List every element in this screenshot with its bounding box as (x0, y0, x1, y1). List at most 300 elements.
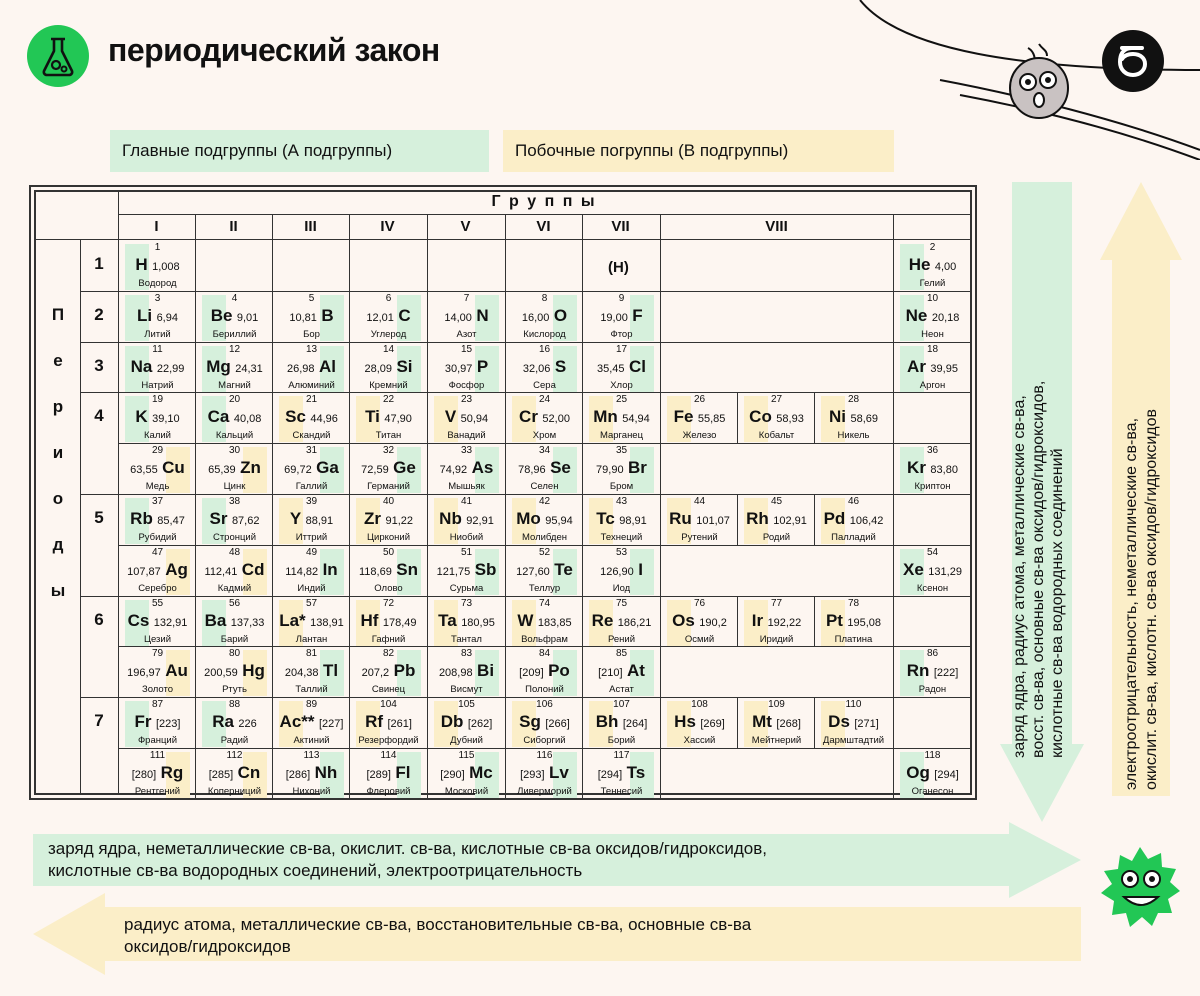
period-number: 6 (94, 609, 104, 629)
atomic-mass: 186,21 (617, 616, 652, 629)
atomic-mass: 52,00 (542, 413, 570, 426)
symbol-line (894, 306, 971, 328)
atomic-mass: 101,07 (696, 515, 730, 527)
element-cell (583, 698, 660, 749)
atomic-number: 4 (231, 292, 238, 304)
symbol-line (506, 560, 583, 582)
atomic-mass: 39,95 (930, 362, 958, 375)
period-number: 2 (94, 304, 104, 324)
symbol-line (119, 357, 196, 379)
element-cell (583, 343, 660, 394)
element-name: Цезий (143, 633, 172, 645)
element-name: Иттрий (295, 532, 328, 543)
period-letter: о (52, 489, 64, 508)
element-name: Астат (609, 684, 634, 696)
symbol-line (350, 357, 427, 379)
symbol-line (273, 509, 350, 531)
symbol-line (894, 255, 971, 277)
atomic-number: 17 (615, 343, 628, 355)
atomic-mass: 24,31 (235, 362, 263, 375)
atomic-number: 73 (460, 597, 473, 609)
symbol-line (273, 560, 350, 582)
atomic-mass: [289] (366, 769, 391, 781)
element-cell (583, 546, 660, 597)
atomic-number: 14 (382, 343, 395, 355)
symbol-line (350, 509, 427, 531)
atomic-number: 80 (228, 648, 241, 660)
element-name: Иридий (759, 633, 794, 645)
symbol-line (506, 611, 583, 633)
element-symbol: Ta (438, 610, 457, 630)
symbol-line (428, 661, 505, 683)
element-symbol: Rn (906, 661, 930, 681)
symbol-line (583, 611, 660, 633)
element-cell (428, 292, 505, 343)
element-cell (894, 546, 971, 597)
element-name: Ксенон (916, 582, 949, 594)
atomic-number: 106 (536, 699, 553, 711)
element-name: Нихоний (292, 786, 331, 797)
element-name: Индий (297, 582, 326, 594)
period-number: 1 (94, 254, 104, 273)
atomic-mass: 10,81 (289, 311, 317, 324)
period-letter: ы (50, 581, 66, 600)
symbol-line (506, 763, 583, 785)
symbol-line (894, 560, 971, 582)
symbol-line (119, 458, 196, 480)
element-cell (583, 597, 660, 648)
grid-line (893, 596, 894, 647)
element-cell (428, 647, 505, 698)
element-cell (428, 495, 505, 546)
element-symbol: Pd (823, 509, 846, 528)
mascot-face-icon (1006, 42, 1072, 120)
element-symbol: P (476, 356, 489, 376)
atomic-mass: 9,01 (236, 311, 259, 324)
symbol-line (506, 458, 583, 480)
element-symbol: Ds (828, 712, 850, 732)
atomic-mass: 50,94 (460, 413, 489, 426)
element-symbol: Ts (626, 763, 646, 782)
element-symbol: Ca (207, 407, 230, 427)
element-cell (119, 393, 196, 444)
element-name: Иод (612, 582, 631, 594)
symbol-line (815, 407, 892, 429)
element-symbol: Hs (674, 712, 696, 732)
element-cell (506, 292, 583, 343)
element-symbol: Ra (212, 712, 234, 732)
element-symbol: Mo (516, 509, 541, 528)
element-name: Молибден (521, 532, 568, 543)
atomic-mass: 192,22 (767, 616, 802, 629)
element-cell (273, 292, 350, 343)
element-cell (196, 698, 273, 749)
atomic-number: 44 (693, 496, 706, 507)
element-cell (583, 393, 660, 444)
symbol-line (119, 611, 196, 633)
element-symbol: Og (906, 763, 930, 782)
element-symbol: Hf (360, 610, 379, 630)
symbol-line (119, 306, 196, 328)
atomic-mass: 92,91 (466, 515, 494, 527)
atomic-number: 113 (303, 750, 320, 761)
element-cell (428, 546, 505, 597)
element-cell (506, 647, 583, 698)
atomic-number: 76 (693, 597, 706, 609)
grid-line (427, 240, 428, 291)
atomic-number: 33 (460, 445, 473, 457)
atomic-mass: 78,96 (518, 464, 546, 477)
symbol-line (273, 763, 350, 785)
atomic-mass: 131,29 (928, 565, 962, 578)
element-cell (350, 546, 427, 597)
atomic-mass: 112,41 (204, 565, 238, 578)
symbol-line (428, 306, 505, 328)
element-cell (196, 495, 273, 546)
element-name: Платина (834, 633, 873, 645)
element-name: Тантал (451, 633, 482, 645)
symbol-line (350, 306, 427, 328)
element-name: Фосфор (448, 379, 485, 391)
atomic-number: 13 (305, 343, 318, 355)
atomic-mass: 138,91 (310, 616, 344, 629)
element-name: Сурьма (449, 582, 484, 594)
atomic-number: 23 (460, 394, 473, 406)
symbol-line (583, 407, 660, 429)
element-symbol: Hg (242, 661, 265, 681)
arrow-up-line-2: окислит. св-ва, кислотн. св-ва оксидов/гидроксидов (1143, 409, 1160, 790)
element-name: Мышьяк (448, 481, 485, 493)
atomic-mass: 55,85 (697, 413, 726, 426)
symbol-line (196, 560, 273, 582)
element-name: Гафний (371, 633, 406, 645)
element-name: Бром (609, 481, 634, 493)
element-name: Скандий (292, 430, 331, 442)
atomic-number: 79 (151, 648, 164, 660)
element-symbol: Rg (160, 763, 184, 782)
atomic-number: 56 (228, 597, 241, 609)
arrow-right-line-2: кислотные св-ва водородных соединений, электроотрицательность (48, 861, 583, 880)
element-symbol: He (908, 255, 931, 274)
element-symbol: Rb (130, 509, 153, 528)
element-symbol: Mn (593, 407, 618, 427)
atomic-number: 25 (615, 394, 628, 406)
symbol-line (350, 763, 427, 785)
atomic-mass: [262] (467, 718, 493, 731)
element-cell (196, 647, 273, 698)
element-cell (894, 241, 971, 292)
element-name: Вольфрам (521, 633, 568, 645)
grid-line (660, 240, 661, 291)
atomic-number: 108 (691, 699, 708, 711)
element-symbol: Mc (469, 763, 493, 782)
symbol-line (506, 509, 583, 531)
group-header: VII (611, 218, 630, 235)
atomic-number: 104 (380, 699, 397, 711)
element-symbol: Ba (204, 610, 227, 630)
element-symbol: Nb (439, 509, 462, 528)
atomic-mass: 65,39 (208, 464, 236, 477)
atomic-number: 16 (538, 343, 551, 355)
atomic-mass: 114,82 (285, 565, 319, 578)
element-symbol: Pb (393, 661, 416, 681)
symbol-line (273, 306, 350, 328)
symbol-line (273, 458, 350, 480)
symbol-line (506, 407, 583, 429)
element-cell (583, 749, 660, 800)
atomic-number: 45 (770, 496, 783, 507)
atomic-mass: 118,69 (358, 565, 392, 578)
atomic-number: 5 (308, 292, 315, 304)
atomic-number: 8 (541, 292, 548, 304)
atomic-mass: 54,94 (622, 413, 650, 426)
element-cell (350, 749, 427, 800)
element-name: Палладий (831, 532, 876, 543)
atomic-mass: [261] (387, 718, 412, 731)
element-cell (661, 698, 738, 749)
element-symbol: Na (130, 356, 153, 376)
symbol-line (583, 560, 660, 582)
element-symbol: Mt (752, 712, 772, 732)
element-cell (506, 393, 583, 444)
element-symbol: Zr (364, 509, 381, 528)
atomic-number: 72 (382, 597, 395, 609)
atomic-number: 30 (228, 445, 241, 457)
atomic-number: 89 (305, 699, 318, 711)
element-symbol: Zn (240, 458, 261, 478)
element-name: Германий (367, 481, 410, 493)
atomic-number: 111 (149, 750, 166, 761)
element-cell (196, 292, 273, 343)
element-symbol: Co (749, 407, 772, 427)
element-cell (196, 444, 273, 495)
element-symbol: Mg (206, 356, 231, 376)
element-name: Олово (374, 582, 403, 594)
symbol-line (196, 357, 273, 379)
atomic-mass: 87,62 (231, 515, 260, 527)
grid-line (660, 291, 661, 342)
atomic-mass: [286] (285, 769, 311, 781)
period-letter: д (52, 535, 64, 554)
atomic-mass: 102,91 (773, 515, 807, 527)
atomic-mass: 69,72 (284, 464, 312, 477)
atomic-number: 112 (226, 750, 243, 761)
element-cell (661, 597, 738, 648)
atomic-mass: 40,08 (233, 413, 262, 426)
element-symbol: Al (318, 356, 336, 376)
page-title: периодический закон (108, 32, 440, 68)
symbol-line (273, 611, 350, 633)
element-cell (661, 495, 738, 546)
element-symbol: F (632, 305, 643, 325)
symbol-line (196, 509, 273, 531)
atomic-number: 40 (382, 496, 395, 507)
element-name: Ливерморий (517, 786, 572, 797)
atomic-number: 107 (613, 699, 630, 711)
element-symbol: Bh (595, 712, 619, 732)
atomic-number: 18 (926, 343, 939, 355)
element-symbol: Sr (209, 509, 228, 528)
atomic-number: 42 (538, 496, 551, 507)
element-symbol: Ni (829, 407, 846, 427)
atomic-number: 53 (615, 546, 628, 558)
element-name: Неон (921, 328, 944, 340)
element-cell (350, 393, 427, 444)
element-name: Московий (444, 786, 489, 797)
element-cell (815, 495, 892, 546)
atomic-mass: 12,01 (366, 311, 394, 324)
symbol-line (894, 661, 971, 683)
group-header: III (304, 218, 317, 235)
symbol-line (350, 407, 427, 429)
atomic-number: 2 (929, 242, 936, 253)
element-cell (506, 343, 583, 394)
atomic-mass: 16,00 (521, 311, 550, 324)
element-name: Дубний (450, 735, 483, 747)
atomic-mass: 39,10 (152, 413, 180, 426)
element-cell (119, 749, 196, 800)
element-name: Магний (218, 379, 251, 391)
grid-line (893, 697, 894, 748)
brand-logo-icon (1102, 30, 1164, 92)
atomic-number: 114 (380, 750, 397, 761)
element-cell (273, 393, 350, 444)
element-cell (119, 292, 196, 343)
element-cell (119, 597, 196, 648)
element-cell (273, 495, 350, 546)
element-cell (350, 647, 427, 698)
atomic-number: 20 (228, 394, 241, 406)
element-symbol: Rf (365, 712, 384, 732)
symbol-line (428, 763, 505, 785)
atomic-mass: 196,97 (127, 667, 161, 680)
symbol-line (661, 712, 738, 734)
element-name: Кальций (215, 430, 254, 442)
element-symbol: Db (440, 712, 464, 732)
atomic-mass: 4,00 (934, 261, 957, 273)
atomic-number: 81 (305, 648, 318, 660)
symbol-line (273, 661, 350, 683)
element-cell (273, 343, 350, 394)
atomic-number: 41 (460, 496, 473, 507)
element-name: Натрий (141, 379, 174, 391)
element-cell (894, 647, 971, 698)
atomic-mass: 47,90 (384, 413, 412, 426)
symbol-line (661, 407, 738, 429)
element-cell (119, 647, 196, 698)
atomic-mass: [264] (622, 718, 648, 731)
element-cell (506, 749, 583, 800)
symbol-line (894, 357, 971, 379)
symbol-line (815, 712, 892, 734)
atomic-mass: 107,87 (127, 565, 161, 578)
element-name: Таллий (295, 684, 328, 696)
atomic-mass: 190,2 (699, 616, 727, 629)
symbol-line (119, 712, 196, 734)
element-symbol: Os (672, 610, 695, 630)
element-name: Марганец (599, 430, 644, 442)
element-symbol: Fe (673, 407, 694, 427)
element-symbol: V (444, 407, 457, 427)
element-name: Флеровий (366, 786, 411, 797)
atomic-mass: 91,22 (385, 515, 413, 527)
atomic-number: 35 (615, 445, 628, 457)
element-cell (506, 597, 583, 648)
atomic-number: 6 (385, 292, 392, 304)
arrow-up-line-1: электроотрицательность, неметаллические св-ва, (1123, 417, 1140, 790)
atomic-mass: 44,96 (310, 413, 338, 426)
atomic-mass: 180,95 (461, 616, 495, 629)
atomic-mass: 79,90 (596, 464, 624, 477)
element-symbol: Cr (519, 407, 538, 427)
grid-line (582, 240, 583, 291)
atomic-mass: 74,92 (439, 464, 468, 477)
atomic-number: 9 (618, 292, 625, 304)
element-name: Актиний (293, 735, 330, 747)
element-name: Рений (607, 633, 636, 645)
atomic-mass: 19,00 (600, 311, 628, 324)
element-symbol: Sg (519, 712, 541, 732)
element-symbol: Li (137, 305, 153, 325)
element-symbol: Ti (365, 407, 380, 427)
symbol-line (196, 712, 273, 734)
flask-logo-icon (27, 25, 89, 87)
element-name: Теннесий (600, 786, 643, 797)
atomic-mass: 83,80 (930, 464, 958, 477)
atomic-mass: [269] (700, 718, 725, 731)
element-name: Стронций (212, 532, 257, 543)
atomic-mass: 127,60 (516, 565, 550, 578)
element-cell (350, 495, 427, 546)
grid-line (893, 215, 894, 240)
element-name: Резерфордий (358, 735, 419, 747)
element-name: Ртуть (222, 684, 247, 696)
element-cell (350, 343, 427, 394)
atomic-mass: 58,69 (850, 413, 878, 426)
element-symbol: Ge (393, 458, 416, 478)
atomic-number: 52 (538, 546, 551, 558)
atomic-number: 46 (847, 496, 860, 507)
legend-main-subgroups: Главные подгруппы (А подгруппы) (110, 130, 489, 172)
element-name: Лантан (295, 633, 328, 645)
element-cell (273, 698, 350, 749)
symbol-line (350, 661, 427, 683)
atomic-mass: 121,75 (436, 565, 471, 578)
atomic-mass: 30,97 (444, 362, 473, 375)
element-symbol: Ru (669, 509, 692, 528)
element-cell (196, 749, 273, 800)
element-symbol: I (638, 559, 643, 579)
element-symbol: Ne (905, 305, 928, 325)
symbol-line (428, 458, 505, 480)
element-name: Бор (303, 328, 320, 340)
atomic-mass: [293] (520, 769, 545, 781)
element-name: Полоний (525, 684, 564, 696)
symbol-line (196, 458, 273, 480)
atomic-mass: 63,55 (130, 464, 158, 477)
element-symbol: K (135, 407, 148, 427)
period-letter: П (51, 305, 65, 324)
atomic-number: 28 (847, 394, 860, 406)
element-cell (506, 444, 583, 495)
element-cell (196, 343, 273, 394)
grid-line (349, 240, 350, 291)
element-cell (815, 698, 892, 749)
symbol-line (196, 661, 273, 683)
atomic-number: 117 (613, 750, 630, 761)
arrow-down-line-2: восст. св-ва, основные св-ва оксидов/гидроксидов, (1030, 380, 1047, 758)
symbol-line (583, 357, 660, 379)
